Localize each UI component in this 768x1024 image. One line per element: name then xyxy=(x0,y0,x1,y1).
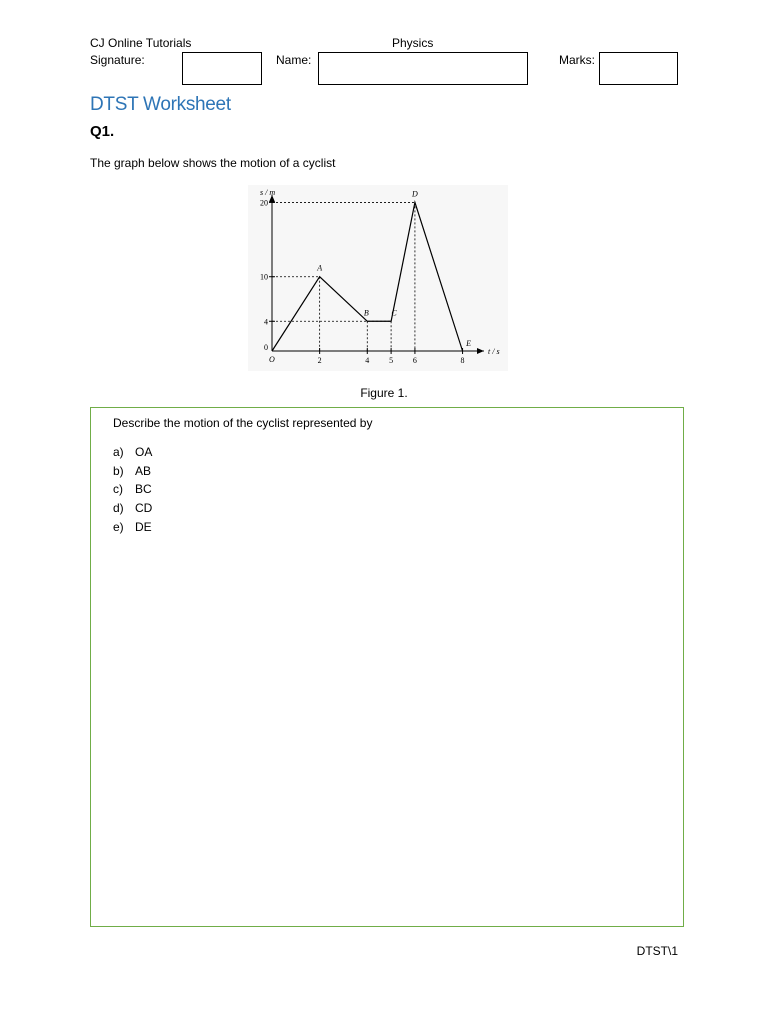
figure-caption: Figure 1. xyxy=(360,386,408,400)
x-tick-label: 2 xyxy=(317,356,322,365)
point-label-e: E xyxy=(466,339,472,348)
part-label: d) xyxy=(113,501,124,516)
motion-graph xyxy=(248,185,508,371)
x-axis-arrow xyxy=(477,348,484,354)
part-text: DE xyxy=(135,519,152,534)
part-text: OA xyxy=(135,445,153,459)
answer-box[interactable] xyxy=(90,407,684,927)
name-field[interactable] xyxy=(318,52,528,85)
y-axis-title: s / m xyxy=(260,188,276,197)
question-prompt: Describe the motion of the cyclist represented by xyxy=(113,416,373,430)
point-label-d: D xyxy=(412,189,418,199)
signature-field[interactable] xyxy=(182,52,262,85)
x-tick-label: 8 xyxy=(460,356,465,365)
page-reference: DTST\1 xyxy=(636,944,678,958)
question-part-ab xyxy=(113,464,152,483)
y-tick-label: 20 xyxy=(260,198,268,208)
question-part-bc xyxy=(113,482,152,501)
part-label: c) xyxy=(113,482,123,497)
question-part-de xyxy=(113,520,152,539)
org-name: CJ Online Tutorials xyxy=(90,36,192,50)
question-part-cd xyxy=(113,501,152,520)
part-label: b) xyxy=(113,463,124,478)
x-tick-label: 6 xyxy=(412,356,417,365)
motion-graph-svg xyxy=(248,185,508,371)
question-intro: The graph below shows the motion of a cyclist xyxy=(90,156,336,170)
worksheet-title: DTST Worksheet xyxy=(90,94,231,115)
x-tick-label: 4 xyxy=(365,356,370,365)
point-label-b: B xyxy=(363,308,369,318)
signature-label: Signature: xyxy=(90,53,145,67)
subject-label: Physics xyxy=(392,36,434,50)
part-text: BC xyxy=(135,482,152,497)
marks-label: Marks: xyxy=(559,53,595,67)
part-label: e) xyxy=(113,519,124,534)
point-label-c: C xyxy=(391,308,397,318)
point-label-a: A xyxy=(317,263,323,273)
origin-point-label: O xyxy=(269,355,275,364)
name-label: Name: xyxy=(276,53,312,67)
y-origin-label: 0 xyxy=(264,343,268,352)
question-parts-list xyxy=(113,445,152,538)
part-label: a) xyxy=(113,445,124,459)
x-tick-label: 5 xyxy=(389,356,394,365)
y-tick-label: 4 xyxy=(264,317,268,327)
question-number: Q1. xyxy=(90,123,115,140)
part-text: AB xyxy=(135,463,152,478)
y-tick-label: 10 xyxy=(260,272,268,282)
part-text: CD xyxy=(135,501,153,516)
question-part-oa xyxy=(113,445,152,464)
marks-field[interactable] xyxy=(599,52,678,85)
x-axis-title: t / s xyxy=(488,347,500,356)
